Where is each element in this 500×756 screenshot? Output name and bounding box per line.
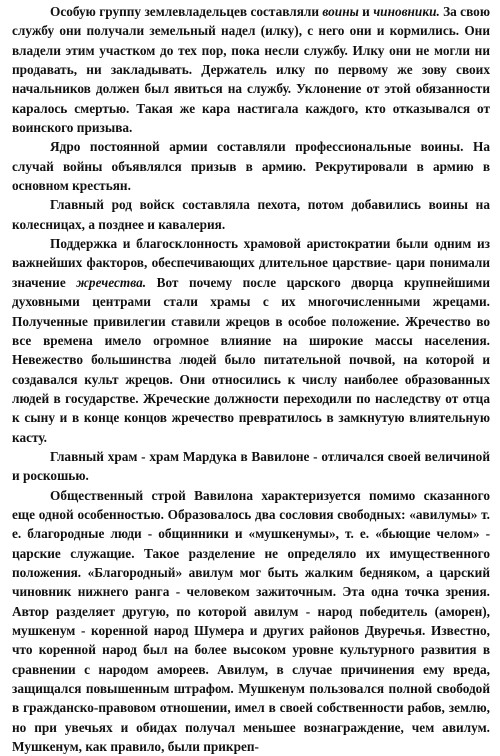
text-run: Поддержка и благосклонность храмовой аристократии были одним из важнейших факторов, обеспечивающих длительное царствие- цари понимали значение — [12, 236, 490, 290]
paragraph-troop-types — [12, 195, 490, 234]
text-run: За свою службу они получали земельный надел (илку), с него они и кормились. Они владели этим участком до тех пор, пока несли службу. Илку они не могли ни продавать, ни закладывать. Держатель илку по первому же зову своих начальников должен был явиться на службу. Уклонение от этой обязанности каралось смертью. Такая же кара настигала каждого, кто отказывался от воинского призыва. — [12, 4, 490, 136]
italic-text-run: чиновники. — [373, 4, 440, 19]
text-run: Особую группу землевладельцев составляли — [50, 4, 323, 19]
text-run: Ядро постоянной армии составляли профессиональные воины. На случай войны объявлялся призыв в армию. Рекрутировали в армию в основном крестьян. — [12, 139, 490, 194]
paragraph-marduk-temple — [12, 447, 490, 486]
text-run: Общественный строй Вавилона характеризуется помимо сказанного еще одной особенностью. Образовалось два сословия свободных: «авилумы» т. е. благородные люди - общинники и «мушкенумы», т. е. «бьющие челом» - царские служащие. Такое разделение не определяло их имущественного положения. «Благородный» авилум мог быть жалким бедняком, а царский чиновник нижнего ранга - человеком зажиточным. Эта одна точка зрения. Автор разделяет другую, по которой авилум - народ победитель (аморен), мушкенум - коренной народ Шумера и других районов Двуречья. Известно, что коренной народ был на более высоком уровне культурного развития в сравнении с народом амореев. Авилум, в случае причинения ему вреда, защищался повышенным штрафом. Мушкенум пользовался полной свободой в гражданско-правовом отношении, имел в своей собственности рабов, землю, но при увечьях и обидах получал меньшее вознаграждение, чем авилум. Мушкенум, как правило, были прикреп- — [12, 487, 490, 755]
paragraph-social-structure — [12, 486, 490, 756]
text-run: Главный род войск составляла пехота, потом добавились воины на колесницах, а позднее и кавалерия. — [12, 197, 490, 232]
text-run: и — [358, 4, 374, 19]
italic-text-run: воины — [322, 4, 359, 19]
paragraph-warriors-officials — [12, 2, 490, 137]
paragraph-army-core — [12, 137, 490, 195]
paragraph-priesthood — [12, 234, 490, 447]
text-run: Вот почему после царского дворца крупнейшими духовными центрами стали храмы с их многочисленными жрецами. Полученные привилегии ставили жрецов в особое положение. Жречество во все времена имело огромное влияние на широкие массы населения. Невежество большинства людей было питательной почвой, на которой и создавался культ жрецов. Они относились к числу наиболее образованных людей в государстве. Жреческие должности переходили по наследству от отца к сыну и в конце концов жречество превратилось в замкнутую влиятельную касту. — [12, 274, 490, 445]
text-run: Главный храм - храм Мардука в Вавилоне - отличался своей величиной и роскошью. — [12, 448, 490, 484]
italic-text-run: жречества. — [76, 274, 147, 290]
